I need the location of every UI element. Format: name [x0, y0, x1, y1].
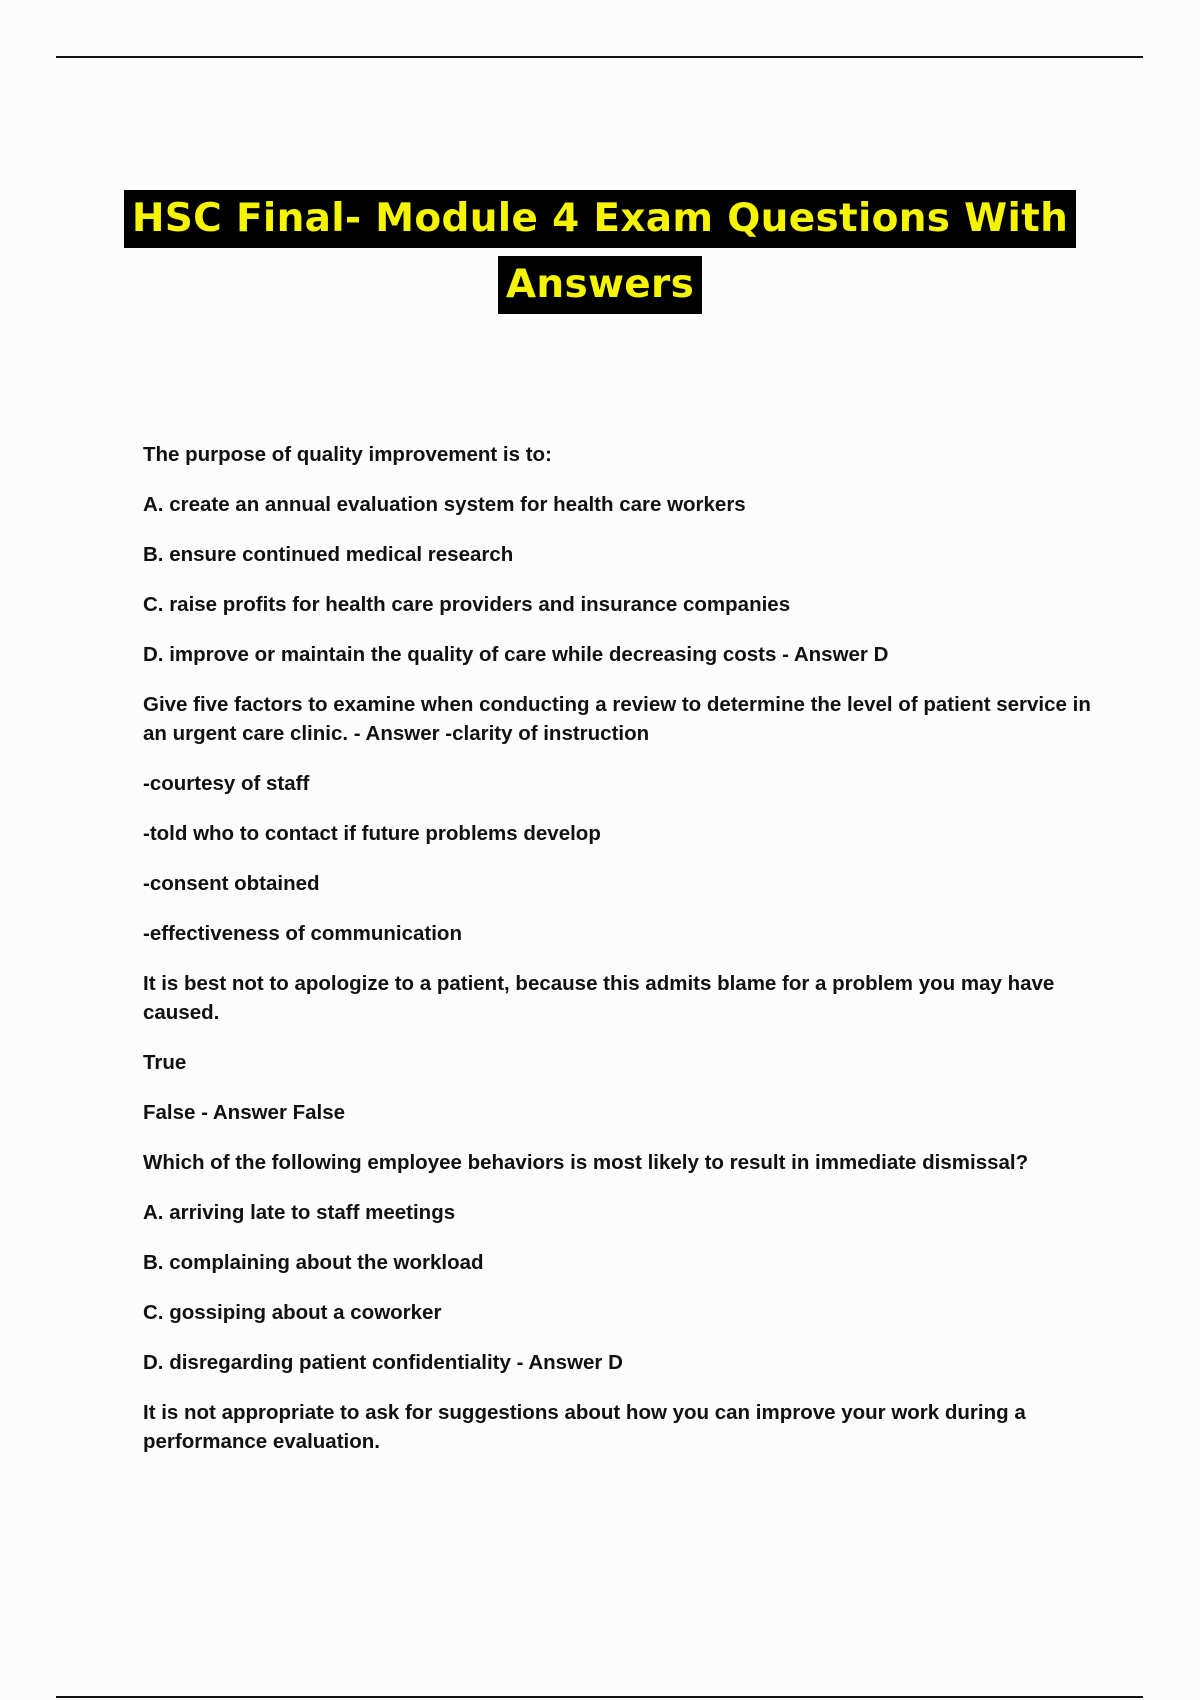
question-4: Which of the following employee behaviors is most likely to result in immediate dismissal? [143, 1151, 1029, 1174]
title-line-1: HSC Final- Module 4 Exam Questions With [124, 190, 1076, 248]
question-4-option-c: C. gossiping about a coworker [143, 1301, 442, 1324]
document-body [143, 440, 1093, 1477]
question-2-answer-item: -courtesy of staff [143, 772, 310, 795]
question-1-option-b: B. ensure continued medical research [143, 543, 514, 566]
question-1-option-a: A. create an annual evaluation system for health care workers [143, 493, 746, 516]
question-1-option-c: C. raise profits for health care providers and insurance companies [143, 593, 791, 616]
question-5: It is not appropriate to ask for suggestions about how you can improve your work during a performance evaluation. [143, 1401, 1026, 1453]
question-3-option-true: True [143, 1051, 187, 1074]
question-3-option-false: False - Answer False [143, 1101, 346, 1124]
question-2: Give five factors to examine when conducting a review to determine the level of patient service in an urgent care clinic. - Answer -clarity of instruction [143, 693, 1091, 745]
question-4-option-d: D. disregarding patient confidentiality - Answer D [143, 1351, 623, 1374]
question-4-option-b: B. complaining about the workload [143, 1251, 484, 1274]
bottom-rule [56, 1696, 1143, 1698]
question-4-option-a: A. arriving late to staff meetings [143, 1201, 456, 1224]
top-rule [56, 56, 1143, 58]
question-3: It is best not to apologize to a patient, because this admits blame for a problem you may have caused. [143, 972, 1055, 1024]
question-2-answer-item: -told who to contact if future problems develop [143, 822, 601, 845]
question-1-option-d: D. improve or maintain the quality of care while decreasing costs - Answer D [143, 643, 889, 666]
question-2-answer-item: -effectiveness of communication [143, 922, 462, 945]
question-1: The purpose of quality improvement is to: [143, 443, 552, 466]
title-line-2: Answers [498, 256, 702, 314]
document-title [0, 190, 1200, 314]
question-2-answer-item: -consent obtained [143, 872, 320, 895]
